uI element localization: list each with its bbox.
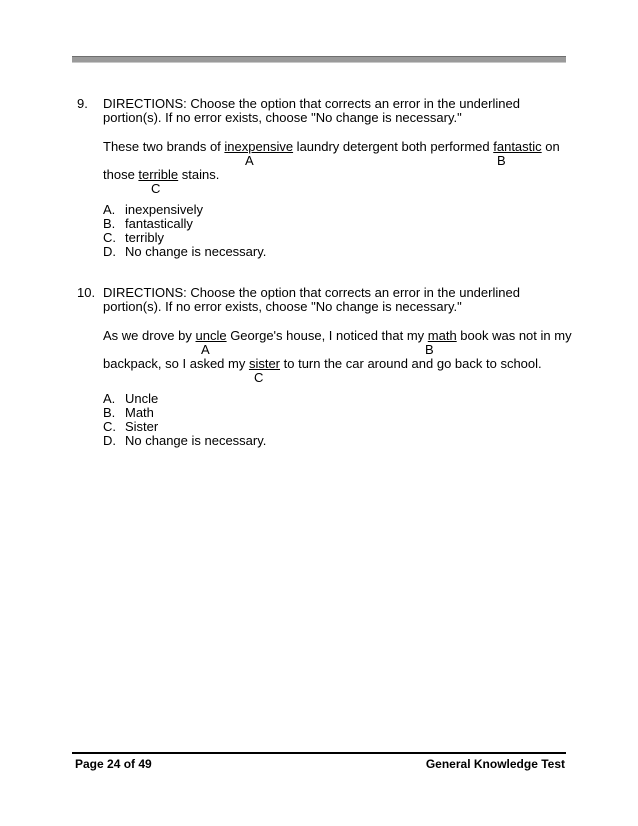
sentence-text: As we drove by bbox=[103, 328, 196, 343]
option-text: Uncle bbox=[125, 391, 159, 406]
sentence-text: those bbox=[103, 167, 139, 182]
sentence-line-2 bbox=[103, 167, 219, 182]
option-letter: A. bbox=[103, 202, 116, 217]
sentence-line-1 bbox=[103, 328, 572, 343]
underlined-portion-b: math bbox=[427, 328, 457, 343]
answer-option-c[interactable] bbox=[103, 419, 158, 434]
option-letter: C. bbox=[103, 419, 116, 434]
page-number: Page 24 of 49 bbox=[75, 757, 152, 771]
option-letter: D. bbox=[103, 433, 116, 448]
option-text: Math bbox=[125, 405, 154, 420]
underlined-portion-c: sister bbox=[248, 356, 281, 371]
marker-a: A bbox=[245, 153, 254, 168]
underlined-portion-c: terrible bbox=[138, 167, 179, 182]
sentence-text: These two brands of bbox=[103, 139, 225, 154]
underlined-portion-a: uncle bbox=[195, 328, 227, 343]
sentence-line-1 bbox=[103, 139, 560, 154]
sentence-text: laundry detergent both performed bbox=[293, 139, 494, 154]
option-text: No change is necessary. bbox=[125, 433, 267, 448]
option-text: fantastically bbox=[125, 216, 193, 231]
underlined-portion-b: fantastic bbox=[493, 139, 542, 154]
footer-title: General Knowledge Test bbox=[425, 757, 565, 771]
sentence-text: stains. bbox=[178, 167, 220, 182]
option-text: Sister bbox=[125, 419, 159, 434]
answer-option-d[interactable] bbox=[103, 433, 266, 448]
marker-a: A bbox=[201, 342, 210, 357]
header-rule bbox=[72, 56, 566, 63]
question-number: 10. bbox=[77, 285, 96, 300]
answer-option-a[interactable] bbox=[103, 202, 203, 217]
option-text: No change is necessary. bbox=[125, 244, 267, 259]
option-letter: A. bbox=[103, 391, 116, 406]
directions-line-2: portion(s). If no error exists, choose "No change is necessary." bbox=[103, 110, 462, 125]
sentence-text: George's house, I noticed that my bbox=[226, 328, 428, 343]
answer-option-d[interactable] bbox=[103, 244, 266, 259]
sentence-text: backpack, so I asked my bbox=[103, 356, 249, 371]
answer-option-b[interactable] bbox=[103, 216, 193, 231]
sentence-text: to turn the car around and go back to school. bbox=[280, 356, 542, 371]
marker-c: C bbox=[151, 181, 161, 196]
marker-b: B bbox=[425, 342, 434, 357]
option-letter: B. bbox=[103, 405, 116, 420]
option-letter: D. bbox=[103, 244, 116, 259]
option-text: terribly bbox=[125, 230, 165, 245]
marker-c: C bbox=[254, 370, 264, 385]
marker-b: B bbox=[497, 153, 506, 168]
answer-option-b[interactable] bbox=[103, 405, 154, 420]
question-number: 9. bbox=[77, 96, 88, 111]
option-letter: C. bbox=[103, 230, 116, 245]
sentence-text: on bbox=[541, 139, 560, 154]
directions-line-1: DIRECTIONS: Choose the option that corrects an error in the underlined bbox=[103, 285, 520, 300]
directions-line-1: DIRECTIONS: Choose the option that corrects an error in the underlined bbox=[103, 96, 520, 111]
underlined-portion-a: inexpensive bbox=[224, 139, 294, 154]
answer-option-c[interactable] bbox=[103, 230, 164, 245]
directions-line-2: portion(s). If no error exists, choose "No change is necessary." bbox=[103, 299, 462, 314]
answer-option-a[interactable] bbox=[103, 391, 158, 406]
option-letter: B. bbox=[103, 216, 116, 231]
sentence-line-2 bbox=[103, 356, 542, 371]
footer-rule bbox=[72, 752, 566, 754]
sentence-text: book was not in my bbox=[456, 328, 572, 343]
option-text: inexpensively bbox=[125, 202, 204, 217]
